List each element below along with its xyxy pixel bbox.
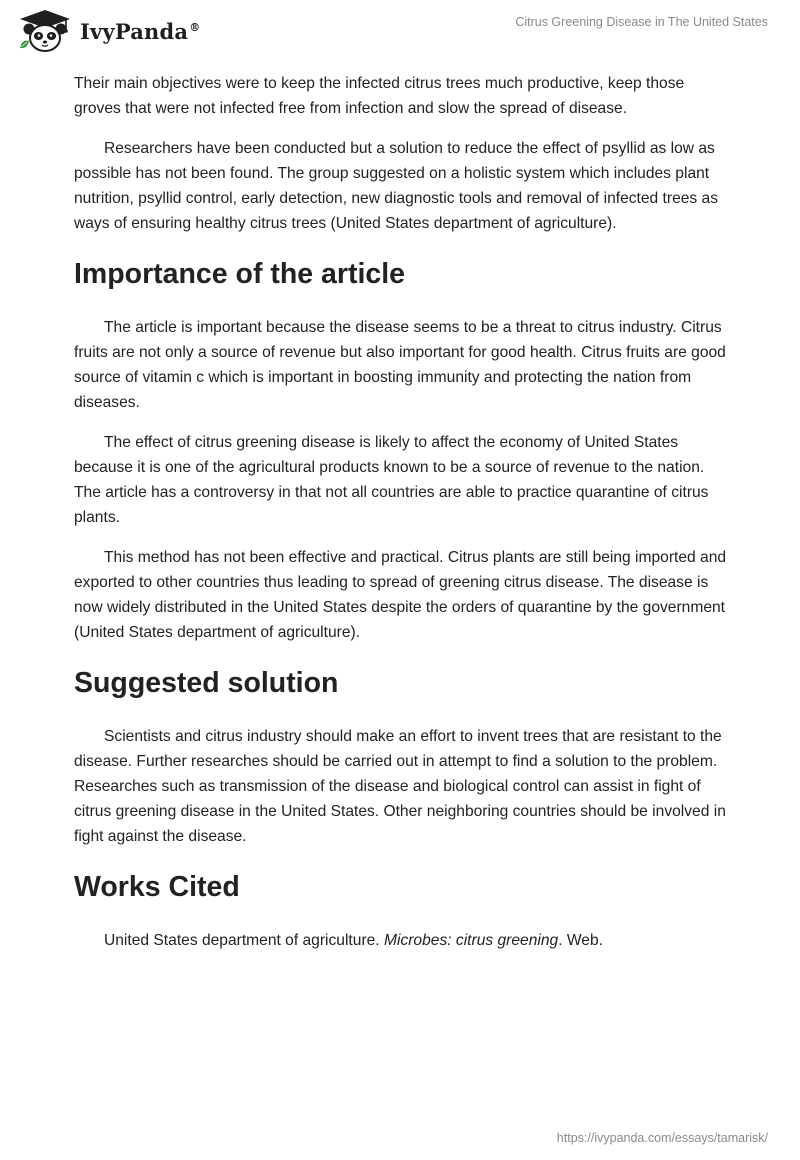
citation-entry [74, 928, 734, 953]
document-title: Citrus Greening Disease in The United States [515, 15, 768, 29]
paragraph: Their main objectives were to keep the infected citrus trees much productive, keep those groves that were not infected free from infection and slow the spread of disease. [74, 75, 685, 117]
essay-body [74, 71, 734, 968]
section-heading-importance: Importance of the article [74, 258, 405, 290]
section-heading-works-cited: Works Cited [74, 871, 240, 903]
source-url[interactable]: https://ivypanda.com/essays/tamarisk/ [556, 1131, 768, 1145]
paragraph: Researchers have been conducted but a solution to reduce the effect of psyllid as low as possible has not been found. The group suggested on a holistic system which includes plant nutrition, psyllid control, early detection, new diagnostic tools and removal of infected trees as ways of ensuring healthy citrus trees (United States department of agriculture). [74, 140, 719, 232]
citation-title: Microbes: citrus greening [383, 932, 559, 949]
citation-author: United States department of agriculture. [104, 932, 384, 949]
paragraph: The effect of citrus greening disease is likely to affect the economy of United States because it is one of the agricultural products known to be a source of revenue to the nation. The article has a controversy in that not all countries are able to practice quarantine of citrus plants. [74, 434, 709, 526]
page-header [0, 0, 800, 64]
paragraph: The article is important because the disease seems to be a threat to citrus industry. Citrus fruits are not only a source of revenue but also important for good health. Citrus fruits are good source of vitamin c which is important in boosting immunity and protecting the nation from diseases. [74, 319, 726, 411]
paragraph: Scientists and citrus industry should make an effort to invent trees that are resistant to the disease. Further researches should be carried out in attempt to find a solution to the problem. Researches such as transmission of the disease and biological control can assist in fight of citrus greening disease in the United States. Other neighboring countries should be involved in fight against the disease. [74, 728, 726, 845]
ivypanda-logo[interactable] [16, 8, 200, 54]
panda-graduate-icon [16, 8, 74, 54]
paragraph: This method has not been effective and practical. Citrus plants are still being imported and exported to other countries thus leading to spread of greening citrus disease. The disease is now widely distributed in the United States despite the orders of quarantine by the government (United States department of agriculture). [74, 549, 727, 641]
brand-name: IvyPanda® [80, 18, 201, 44]
section-heading-solution: Suggested solution [74, 667, 339, 699]
citation-suffix: . Web. [558, 932, 603, 949]
